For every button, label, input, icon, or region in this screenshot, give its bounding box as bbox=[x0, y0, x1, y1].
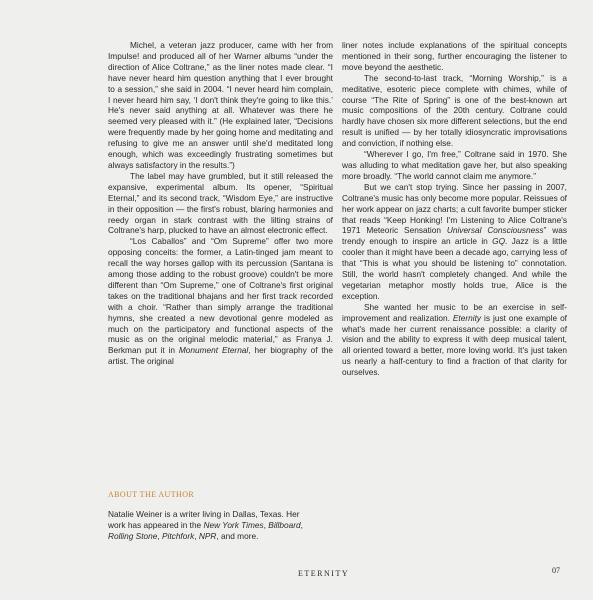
publication: Billboard bbox=[268, 519, 301, 530]
album-title: Universal Consciousness bbox=[446, 225, 544, 236]
separator: , bbox=[300, 519, 303, 530]
article-column-right bbox=[342, 40, 567, 378]
separator: , bbox=[157, 530, 162, 541]
paragraph-text: “Los Caballos” and “Om Supreme” offer two more opposing conceits: the former, a Latin-tinged jam meant to recall the way horses gallop with its percussion (Santana is among those adding to the robust groove) couldn't be more different than “Om Supreme,” one of Coltrane's first original takes on the traditional bhajans and her first track recorded with a choir. “Rather than simply arrange the traditional hymns, she created a new devotional genre modeled as much on the participatory and functional aspects of the music as on the original melodic material,” as Franya J. Berkman put it in bbox=[108, 236, 333, 356]
paragraph: The second-to-last track, “Morning Worship,” is a meditative, esoteric piece complete with chimes, while of course “The Rite of Spring” is one of the best-known art music compositions of the 20th century. Coltrane could hardly have chosen six more different selections, but the end result is unified — by her totally idiosyncratic improvisations and conviction, if nothing else. bbox=[342, 72, 567, 149]
paragraph: liner notes include explanations of the spiritual concepts mentioned in their song, further encouraging the listener to move beyond the aesthetic. bbox=[342, 40, 567, 72]
bio-text: , and more. bbox=[216, 530, 259, 541]
paragraph-text: . Jazz is a little cooler than it might have been a decade ago, carrying less of that “This is what you should be listening to” connotation. Still, the world hasn't completely changed. And while the vegetarian metaphor mostly holds true, Alice is the exception. bbox=[342, 236, 568, 301]
paragraph-text: But we can't stop trying. Since her passing in 2007, Coltrane's music has only become more popular. Reissues of her work appear on jazz charts; a cult favorite bumper sticker that reads “Keep Honking! I'm Listening to Alice Coltrane's 1971 Meteoric Sensation bbox=[342, 181, 567, 236]
article-column-left bbox=[108, 40, 333, 367]
paragraph-text: , her biography of the artist. The original bbox=[108, 345, 333, 367]
publication: NPR bbox=[198, 530, 217, 541]
page-number: 07 bbox=[552, 566, 560, 575]
publication: New York Times bbox=[203, 519, 264, 530]
magazine-title: GQ bbox=[492, 236, 506, 247]
paragraph bbox=[342, 302, 567, 378]
about-the-author bbox=[108, 490, 308, 542]
running-footer-title: ETERNITY bbox=[298, 569, 350, 578]
book-title: Monument Eternal bbox=[178, 345, 249, 356]
paragraph: The label may have grumbled, but it still released the expansive, experimental album. Its opener, “Spiritual Eternal,” and its second track, “Wisdom Eye,” are instructive in their opposition — the first's robust, blaring harmonies and reedy organ in stark contrast with the lilting strains of Coltrane's harp, plucked to have an almost electronic effect. bbox=[108, 170, 333, 236]
paragraph bbox=[342, 182, 567, 302]
author-bio bbox=[108, 509, 308, 542]
bio-text: Natalie Weiner is a writer living in Dallas, Texas. Her work has appeared in the bbox=[108, 508, 300, 530]
author-heading: ABOUT THE AUTHOR bbox=[108, 490, 195, 499]
paragraph-text: She wanted her music to be an exercise in self-improvement and realization. bbox=[342, 301, 567, 323]
album-title: Eternity bbox=[452, 312, 482, 323]
paragraph: Michel, a veteran jazz producer, came with her from Impulse! and produced all of her Warner albums “under the direction of Alice Coltrane,” as the liner notes made clear. “I have never heard him question anything that I ever brought to a session,” she said in 2004. “I never heard him complain, I never heard him say, ‘I don't think they're going to like this.’ He's never said anything at all. Whatever was there he seemed very pleased with it.” (He explained later, “Decisions were frequently made by her going home and meditating and refusing to give me an answer until she'd meditated long enough, which was exceedingly frustrating sometimes but always satisfactory in the results.”) bbox=[108, 40, 333, 170]
separator: , bbox=[194, 530, 199, 541]
paragraph: “Wherever I go, I'm free,” Coltrane said in 1970. She was alluding to what meditation gave her, but also speaking more broadly. “The world cannot claim me anymore.” bbox=[342, 149, 567, 181]
publication: Rolling Stone bbox=[108, 530, 158, 541]
paragraph bbox=[108, 236, 333, 367]
paragraph-text: ” was trendy enough to inspire an article in bbox=[342, 225, 567, 247]
separator: , bbox=[263, 519, 269, 530]
paragraph-text: is just one example of what's made her current renaissance possible: a clarity of vision and the ability to express it with deep musical talent, all oriented toward a better, more loving world. It's just taken us nearly a half-century to find a fraction of that clarity for ourselves. bbox=[342, 312, 567, 378]
publication: Pitchfork bbox=[161, 530, 195, 541]
